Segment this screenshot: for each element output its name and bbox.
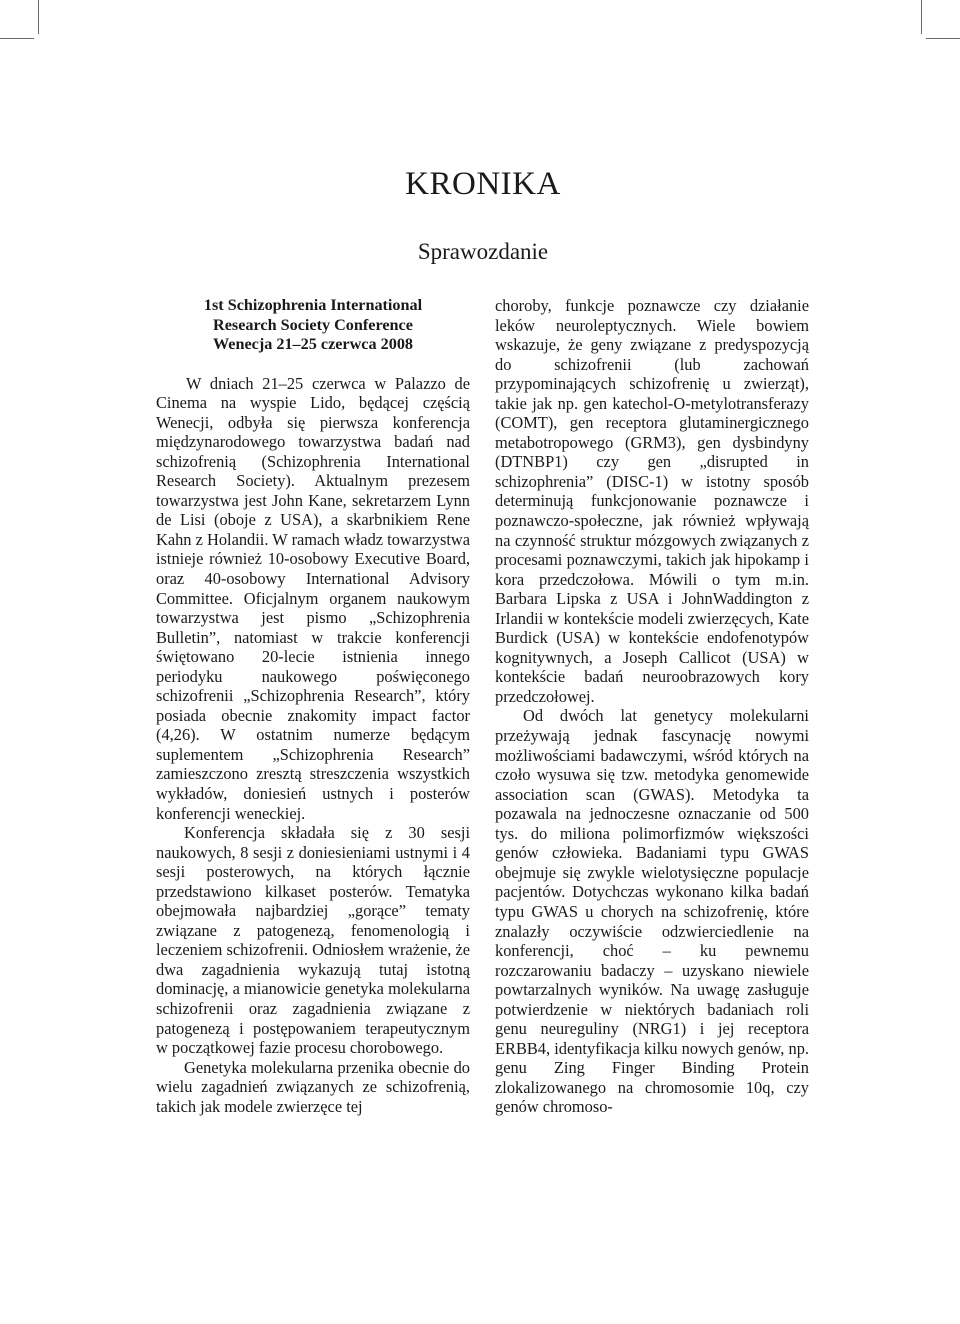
conference-heading xyxy=(156,296,470,355)
article-column-right xyxy=(495,296,809,1117)
crop-mark-top-left xyxy=(38,0,39,34)
crop-mark-left-top xyxy=(0,38,34,39)
section-title: KRONIKA xyxy=(405,166,561,202)
article-paragraph: Genetyka molekularna przenika obecnie do wielu zagadnień związanych ze schizofrenią, takich jak modele zwierzęce tej xyxy=(156,1057,470,1116)
conference-title-line-1: 1st Schizophrenia International xyxy=(203,296,423,314)
article-paragraph: W dniach 21–25 czerwca w Palazzo de Cinema na wyspie Lido, będącej częścią Wenecji, odbyła się pierwsza konferencja międzynarodowego towarzystwa badań nad schizofrenią (Schizophrenia International Research Society). Aktualnym prezesem towarzystwa jest John Kane, sekretarzem Lynn de Lisi (oboje z USA), a skarbnikiem Rene Kahn z Holandii. W ramach władz towarzystwa istnieje również 10-osobowy Executive Board, oraz 40-osobowy International Advisory Committee. Oficjalnym organem naukowym towarzystwa jest pismo „Schizophrenia Bulletin”, natomiast w trakcie konferencji świętowano 20-lecie istnienia innego periodyku naukowego poświęconego schizofrenii „Schizophrenia Research”, który posiada obecnie znakomity impact factor (4,26). W ostatnim numerze będącym suplementem „Schizophrenia Research” zamieszczono zresztą streszczenia wszystkich wykładów, doniesień ustnych i posterów konferencji weneckiej. xyxy=(156,373,470,823)
article-paragraph: choroby, funkcje poznawcze czy działanie leków neuroleptycznych. Wiele bowiem wskazuje, że geny związane z predyspozycją do schizofrenii (lub zachowań przypominających schizofrenię u zwierząt), takie jak np. gen katechol-O-metylotransferazy (COMT), gen receptora glutaminergicznego metabotropowego (GRM3), gen dysbindyny (DTNBP1) czy gen „disrupted in schizophrenia” (DISC-1) w istotny sposób determinują funkcjonowanie poznawcze i poznawczo-społeczne, jak również wpływają na czynność struktur mózgowych związanych z procesami poznawczymi, takich jak hipokamp i kora przedczołowa. Mówili o tym m.in. Barbara Lipska z USA i JohnWaddington z Irlandii w kontekście modeli zwierzęcych, Kate Burdick (USA) w kontekście endofenotypów kognitywnych, a Joseph Callicot (USA) w kontekście badań neuroobrazowych kory przedczołowej. xyxy=(495,296,809,706)
article-paragraph: Od dwóch lat genetycy molekularni przeżywają jednak fascynację nowymi możliwościami badawczymi, wśród których na czoło wysuwa się tzw. metodyka genomewide association scan (GWAS). Metodyka ta pozawala na jednoczesne oznaczanie od 500 tys. do miliona polimorfizmów większości genów człowieka. Badaniami typu GWAS obejmuje się zwykle wielotysięczne populacje pacjentów. Dotychczas wykonano kilka badań typu GWAS u chorych na schizofrenię, które znalazły oczywiście odzwierciedlenie na konferencji, choć – ku pewnemu rozczarowaniu badaczy – uzyskano niewiele powtarzalnych wyników. Na uwagę zasługuje potwierdzenie w niektórych badaniach roli genu neureguliny (NRG1) i jej receptora ERBB4, identyfikacja kilku nowych genów, np. genu Zing Finger Binding Protein zlokalizowanego na chromosomie 10q, czy genów chromoso- xyxy=(495,706,809,1117)
article-column-left xyxy=(156,296,470,1116)
crop-mark-top-right xyxy=(921,0,922,34)
section-subtitle: Sprawozdanie xyxy=(417,239,549,264)
crop-mark-right-top xyxy=(926,38,960,39)
article-paragraph: Konferencja składała się z 30 sesji naukowych, 8 sesji z doniesieniami ustnymi i 4 sesji posterowych, na których łącznie przedstawiono kilkaset posterów. Tematyka obejmowała najbardziej „gorące” tematy związane z patogenezą, fenomenologią i leczeniem schizofrenii. Odniosłem wrażenie, że dwa zagadnienia wykazują tutaj istotną dominację, a mianowicie genetyka molekularna schizofrenii oraz zagadnienia związane z patogenezą i postępowaniem terapeutycznym w początkowej fazie procesu chorobowego. xyxy=(156,823,471,1058)
conference-title-line-2: Research Society Conference xyxy=(213,315,413,334)
conference-date: Wenecja 21–25 czerwca 2008 xyxy=(212,335,414,353)
